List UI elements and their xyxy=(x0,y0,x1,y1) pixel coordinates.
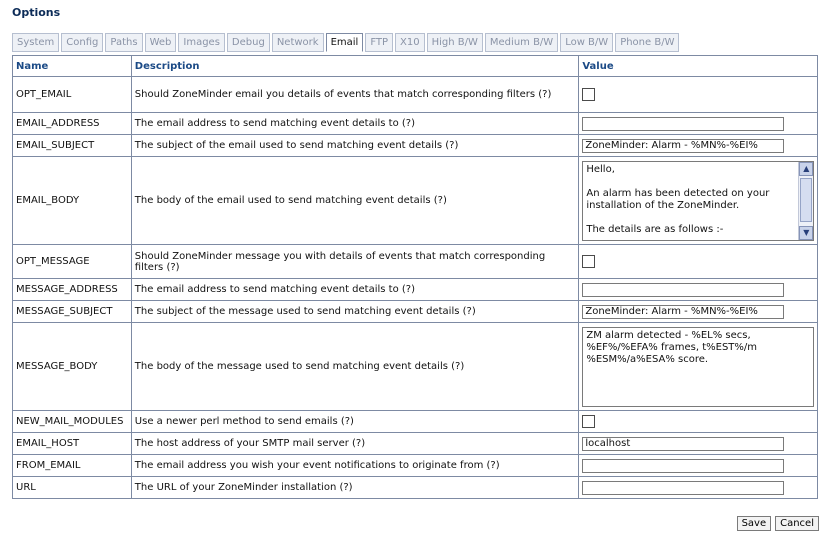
tab-debug[interactable]: Debug xyxy=(227,33,270,52)
scroll-down-icon[interactable]: ▼ xyxy=(799,226,813,240)
option-description: Should ZoneMinder email you details of events that match corresponding filters (?) xyxy=(131,77,579,113)
option-description: The subject of the message used to send matching event details (?) xyxy=(131,301,579,323)
option-checkbox[interactable] xyxy=(582,88,595,101)
header-value: Value xyxy=(579,56,818,77)
option-name: FROM_EMAIL xyxy=(13,455,132,477)
option-description: Use a newer perl method to send emails (?) xyxy=(131,411,579,433)
option-name: EMAIL_SUBJECT xyxy=(13,135,132,157)
option-textarea-text: ZM alarm detected - %EL% secs, %EF%/%EFA% frames, t%EST%/m %ESM%/a%ESA% score. xyxy=(586,329,761,365)
option-description: Should ZoneMinder message you with details of events that match corresponding filters (?) xyxy=(131,245,579,279)
option-textarea[interactable] xyxy=(582,161,814,241)
table-header-row xyxy=(13,56,818,77)
table-row xyxy=(13,113,818,135)
save-button[interactable]: Save xyxy=(737,516,772,531)
option-value-cell xyxy=(579,113,818,135)
table-row xyxy=(13,455,818,477)
option-textarea[interactable] xyxy=(582,327,814,407)
option-text-input[interactable]: ZoneMinder: Alarm - %MN%-%EI% xyxy=(582,139,784,153)
option-name: EMAIL_BODY xyxy=(13,157,132,245)
option-value-cell xyxy=(579,411,818,433)
option-value-cell xyxy=(579,477,818,499)
tab-web[interactable]: Web xyxy=(145,33,177,52)
option-value-cell xyxy=(579,157,818,245)
option-description: The email address you wish your event notifications to originate from (?) xyxy=(131,455,579,477)
scroll-up-icon[interactable]: ▲ xyxy=(799,162,813,176)
option-description: The body of the message used to send matching event details (?) xyxy=(131,323,579,411)
option-description: The URL of your ZoneMinder installation (?) xyxy=(131,477,579,499)
tab-ftp[interactable]: FTP xyxy=(365,33,393,52)
option-name: MESSAGE_SUBJECT xyxy=(13,301,132,323)
option-value-cell xyxy=(579,301,818,323)
option-text-input[interactable] xyxy=(582,283,784,297)
table-row xyxy=(13,77,818,113)
options-table-container xyxy=(12,55,818,499)
tab-config[interactable]: Config xyxy=(61,33,103,52)
option-value-cell xyxy=(579,455,818,477)
table-row xyxy=(13,279,818,301)
option-text-input[interactable] xyxy=(582,117,784,131)
tab-low-b-w[interactable]: Low B/W xyxy=(560,33,613,52)
option-text-input[interactable] xyxy=(582,459,784,473)
option-textarea-text: Hello, An alarm has been detected on your installation of the ZoneMinder. The details are as follows :- xyxy=(586,163,770,235)
option-description: The email address to send matching event details to (?) xyxy=(131,113,579,135)
table-row xyxy=(13,135,818,157)
option-description: The body of the email used to send matching event details (?) xyxy=(131,157,579,245)
option-name: OPT_MESSAGE xyxy=(13,245,132,279)
option-value-cell xyxy=(579,77,818,113)
table-row xyxy=(13,323,818,411)
option-text-input[interactable]: localhost xyxy=(582,437,784,451)
scroll-thumb[interactable] xyxy=(800,178,812,222)
table-row xyxy=(13,245,818,279)
tab-high-b-w[interactable]: High B/W xyxy=(427,33,483,52)
tab-images[interactable]: Images xyxy=(178,33,225,52)
option-description: The subject of the email used to send matching event details (?) xyxy=(131,135,579,157)
table-row xyxy=(13,433,818,455)
option-value-cell xyxy=(579,135,818,157)
options-table xyxy=(12,55,818,499)
option-checkbox[interactable] xyxy=(582,415,595,428)
tab-email[interactable]: Email xyxy=(326,33,364,52)
table-row xyxy=(13,411,818,433)
header-description: Description xyxy=(131,56,579,77)
option-name: MESSAGE_ADDRESS xyxy=(13,279,132,301)
textarea-scrollbar[interactable] xyxy=(798,162,813,240)
tab-system[interactable]: System xyxy=(12,33,59,52)
table-row xyxy=(13,157,818,245)
option-value-cell xyxy=(579,433,818,455)
table-row xyxy=(13,301,818,323)
page-title: Options xyxy=(12,6,61,19)
cancel-button[interactable]: Cancel xyxy=(775,516,819,531)
tab-paths[interactable]: Paths xyxy=(105,33,142,52)
option-name: MESSAGE_BODY xyxy=(13,323,132,411)
option-text-input[interactable] xyxy=(582,481,784,495)
tab-phone-b-w[interactable]: Phone B/W xyxy=(615,33,679,52)
option-name: URL xyxy=(13,477,132,499)
form-buttons xyxy=(737,516,819,531)
table-row xyxy=(13,477,818,499)
option-name: NEW_MAIL_MODULES xyxy=(13,411,132,433)
options-tabs xyxy=(12,33,679,52)
option-value-cell xyxy=(579,323,818,411)
option-checkbox[interactable] xyxy=(582,255,595,268)
tab-x10[interactable]: X10 xyxy=(395,33,425,52)
header-name: Name xyxy=(13,56,132,77)
option-text-input[interactable]: ZoneMinder: Alarm - %MN%-%EI% xyxy=(582,305,784,319)
tab-network[interactable]: Network xyxy=(272,33,324,52)
option-description: The email address to send matching event details to (?) xyxy=(131,279,579,301)
option-description: The host address of your SMTP mail server (?) xyxy=(131,433,579,455)
tab-medium-b-w[interactable]: Medium B/W xyxy=(485,33,558,52)
option-value-cell xyxy=(579,279,818,301)
option-name: OPT_EMAIL xyxy=(13,77,132,113)
option-value-cell xyxy=(579,245,818,279)
option-name: EMAIL_ADDRESS xyxy=(13,113,132,135)
option-name: EMAIL_HOST xyxy=(13,433,132,455)
